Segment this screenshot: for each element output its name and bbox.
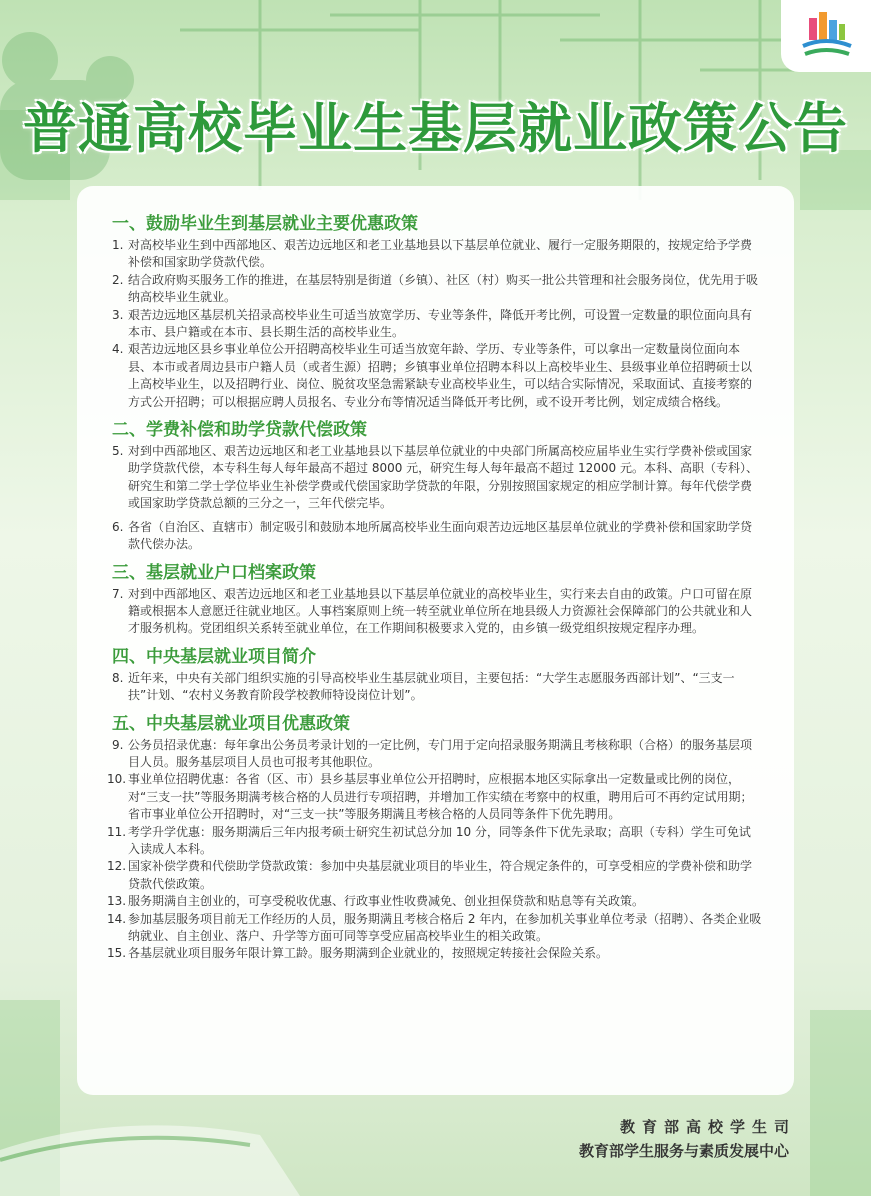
issuer-line-2: 教育部学生服务与素质发展中心 [578, 1142, 789, 1160]
list-item: 3. 艰苦边远地区基层机关招录高校毕业生可适当放宽学历、专业等条件，降低开考比例，可设置一定数量的职位面向具有本市、县户籍或在本市、县长期生活的高校毕业生。 [112, 307, 753, 340]
city-logo-icon [781, 0, 871, 72]
list-item: 1. 对高校毕业生到中西部地区、艰苦边远地区和老工业基地县以下基层单位就业、履行一定服务期限的，按规定给予学费补偿和国家助学贷款代偿。 [112, 238, 753, 270]
list-item: 2. 结合政府购买服务工作的推进，在基层特别是街道（乡镇）、社区（村）购买一批公共管理和社会服务岗位，优先用于吸纳高校毕业生就业。 [112, 272, 759, 305]
page-title: 普通高校毕业生基层就业政策公告 [23, 97, 848, 160]
list-item: 15. 各基层就业项目服务年限计算工龄。服务期满到企业就业的，按照规定转接社会保险关系。 [107, 946, 609, 961]
section-heading: 四、中央基层就业项目简介 [112, 646, 316, 667]
list-item: 10. 事业单位招聘优惠：各省（区、市）县乡基层事业单位公开招聘时，应根据本地区实际拿出一定数量或比例的岗位，对“三支一扶”等服务期满考核合格的人员进行专项招聘，并增加工作实绩在考察中的权重，聘用后可不再约定试用期；省市事业单位公开招聘时，对“三支一扶”等服务期满且考核合格的人员同等条件下优先聘用。 [107, 772, 753, 822]
list-item: 5. 对到中西部地区、艰苦边远地区和老工业基地县以下基层单位就业的中央部门所属高校应届毕业生实行学费补偿或国家助学贷款代偿，本专科生每人每年最高不超过 8000 元，研究生每人每年最高不超过 12000 元。本科、高职（专科）、研究生和第二学士学位毕业生补偿学费或代偿国家助学贷款的年限，分别按照国家规定的相应学制计算。每年代偿学费或国家助学贷款总额的三分之一，三年代偿完毕。 [112, 444, 758, 511]
section-4 [112, 646, 762, 705]
section-5 [107, 713, 762, 963]
list-item: 12. 国家补偿学费和代偿助学贷款政策：参加中央基层就业项目的毕业生，符合规定条件的，可享受相应的学费补偿和助学贷款代偿政策。 [107, 859, 753, 891]
section-1 [112, 213, 762, 411]
section-heading: 二、学费补偿和助学贷款代偿政策 [112, 420, 367, 441]
section-2 [112, 419, 762, 553]
list-item: 9. 公务员招录优惠：每年拿出公务员考录计划的一定比例，专门用于定向招录服务期满且考核称职（合格）的服务基层项目人员。服务基层项目人员也可报考其他职位。 [112, 737, 753, 769]
issuer-signature [578, 1115, 796, 1163]
section-heading: 五、中央基层就业项目优惠政策 [112, 713, 350, 734]
section-heading: 三、基层就业户口档案政策 [112, 562, 316, 583]
logo [781, 0, 871, 72]
section-heading: 一、鼓励毕业生到基层就业主要优惠政策 [112, 214, 418, 234]
list-item: 13. 服务期满自主创业的，可享受税收优惠、行政事业性收费减免、创业担保贷款和贴息等有关政策。 [107, 894, 645, 909]
section-3 [112, 562, 762, 638]
list-item: 4. 艰苦边远地区县乡事业单位公开招聘高校毕业生可适当放宽年龄、学历、专业等条件，可以拿出一定数量岗位面向本县、本市或者周边县市户籍人员（或者生源）招聘；乡镇事业单位招聘本科以上高校毕业生、县级事业单位招聘硕士以上高校毕业生，以及招聘行业、岗位、脱贫攻坚急需紧缺专业高校毕业生，可以结合实际情况，采取面试、直接考察的方式公开招聘；可以根据应聘人员报名、专业分布等情况适当降低开考比例，或不设开考比例，划定成绩合格线。 [112, 342, 753, 409]
list-item: 11. 考学升学优惠：服务期满后三年内报考硕士研究生初试总分加 10 分，同等条件下优先录取；高职（专科）学生可免试入读成人本科。 [107, 824, 751, 856]
policy-content [107, 213, 762, 963]
issuer-line-1: 教育部高校学生司 [619, 1118, 796, 1136]
list-item: 14. 参加基层服务项目前无工作经历的人员，服务期满且考核合格后 2 年内，在参加机关事业单位考录（招聘）、各类企业吸纳就业、自主创业、落户、升学等方面可同等享受应届高校毕业生的相关政策。 [107, 911, 762, 943]
list-item: 6. 各省（自治区、直辖市）制定吸引和鼓励本地所属高校毕业生面向艰苦边远地区基层单位就业的学费补偿和国家助学贷款代偿办法。 [112, 519, 753, 552]
list-item: 8. 近年来，中央有关部门组织实施的引导高校毕业生基层就业项目，主要包括：“大学生志愿服务西部计划”、“三支一扶”计划、“农村义务教育阶段学校教师特设岗位计划”。 [112, 670, 735, 703]
list-item: 7. 对到中西部地区、艰苦边远地区和老工业基地县以下基层单位就业的高校毕业生，实行来去自由的政策。户口可留在原籍或根据本人意愿迁往就业地区。人事档案原则上统一转至就业单位所在地县级人力资源社会保障部门的公共就业和人才服务机构。党团组织关系转至就业单位，在工作期间积极要求入党的，由乡镇一级党组织按规定程序办理。 [112, 586, 753, 636]
